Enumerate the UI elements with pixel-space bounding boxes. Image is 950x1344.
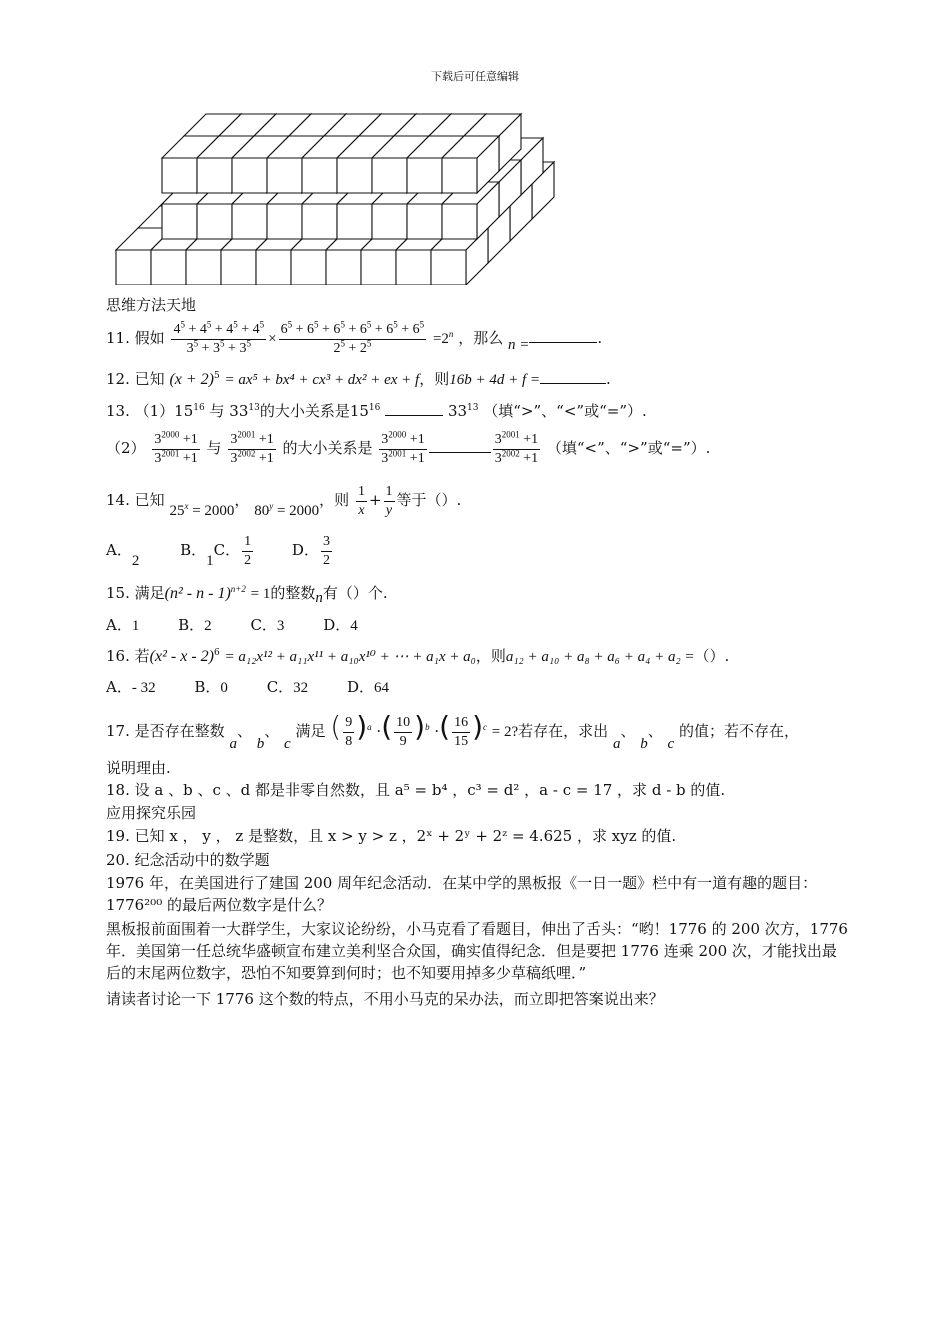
option-b[interactable]: B．2 (178, 616, 212, 634)
option-a[interactable]: A．1 (106, 616, 140, 634)
cube-face (337, 204, 372, 239)
question-20-paragraph-1: 1976 年，在美国进行了建国 200 周年纪念活动．在某中学的黑板报《一日一题》栏中有一道有趣的题目：1776²⁰⁰ 的最后两位数字是什么？ (106, 874, 818, 914)
question-20-paragraph-2: 黑板报前面围着一大群学生，大家议论纷纷，小马克看了看题目，伸出了舌头：“哟！1776 的 200 次方，1776 年．美国第一任总统华盛顿宣布建立美利坚合众国，确实值得纪念．但是要把 1776 连乘 200 次，才能找出最后的末尾两位数字，恐怕不知要算到何时；也不知要用掉多少草稿纸哩．” (106, 920, 848, 982)
cube-face (197, 204, 232, 239)
cube-face (291, 250, 326, 285)
page-header: 下载后可任意编辑 (431, 70, 519, 83)
option-c[interactable]: C．3 (250, 616, 285, 634)
answer-blank[interactable] (429, 452, 491, 453)
question-number: 11. (106, 329, 130, 347)
cube-face (361, 250, 396, 285)
cube-face (407, 204, 442, 239)
option-c[interactable]: C． $\frac{1}{2}$ (213, 533, 252, 568)
question-19: 19. 已知 x ， y ， z 是整数，且 x > y > z ，2ˣ + 2ʸ + 2ᶻ = 4.625 ，求 xyz 的值. (106, 827, 677, 845)
question-13-part-1: 13. $(1)15^{16}$ 与 $33^{13}$的大小关系是$15^{16}$ $33^{13}$ （填“>”、“<”或“=”）. (106, 402, 647, 420)
cube-face (256, 250, 291, 285)
cube-face (162, 158, 197, 193)
cube-face (186, 250, 221, 285)
question-17: 17. 是否存在整数 a、 b、 c 满足 ( $\frac{9}{8}$ )$^a$ ·( $\frac{10}{9}$ )$^b$ ·( $\frac{16}{15}$ )$^c$ = 2?若存在，求出 a、 b、 c 的值；若不存在， (106, 710, 800, 752)
question-16-options (106, 677, 389, 698)
question-17-line-2: 说明理由. (106, 759, 171, 777)
question-18: 18. 设 a 、b 、c 、d 都是非零自然数，且 a⁵ = b⁴ ，c³ = d² ，a - c = 17 ，求 d - b 的值. (106, 781, 726, 799)
question-15: 15. 满足(n² - n - 1)$^{n+2}$ = 1的整数n有（）个. (106, 584, 388, 606)
option-d[interactable]: D．4 (323, 616, 358, 634)
option-d[interactable]: D． $\frac{3}{2}$ (291, 533, 330, 568)
fraction-4-over-3: $\frac{4^5 + 4^5 + 4^5 + 4^5}{3^5 + 3^5 + 3^5}$ (173, 318, 265, 356)
cube-face (372, 158, 407, 193)
cube-face (326, 250, 361, 285)
cube-face (302, 158, 337, 193)
fraction-6-over-2: $\frac{6^5 + 6^5 + 6^5 + 6^5 + 6^5 + 6^5}{2^5 + 2^5}$ (280, 318, 425, 356)
answer-blank[interactable] (540, 383, 606, 384)
answer-blank[interactable] (529, 342, 597, 343)
option-b[interactable]: B．1 (180, 541, 214, 569)
cube-face (407, 158, 442, 193)
cube-face (267, 204, 302, 239)
option-b[interactable]: B．0 (194, 678, 228, 696)
answer-blank[interactable] (385, 415, 443, 416)
option-d[interactable]: D．64 (346, 678, 389, 696)
question-14: 14. 已知 $25^x = 2000$， $80^y = 2000$，则 $\frac{1}{x}$ + $\frac{1}{y}$ 等于（）. (106, 483, 462, 519)
option-c[interactable]: C．32 (266, 678, 309, 696)
cube-face (396, 250, 431, 285)
option-a[interactable]: A．2 (106, 541, 140, 569)
section-title-application: 应用探究乐园 (106, 804, 197, 822)
section-title-thinking-methods: 思维方法天地 (106, 296, 197, 314)
cube-face (442, 204, 477, 239)
question-11: 11. 假如 $\frac{4^5 + 4^5 + 4^5 + 4^5}{3^5 + 3^5 + 3^5}$ × $\frac{6^5 + 6^5 + 6^5 + 6^5 + 6^5 + 6^5}{2^5 + 2^5}$ $=2^n$ ，那么 n = . (106, 318, 603, 356)
question-16: 16. 若(x² - x - 2)$^6$ = a₁₂x¹² + a₁₁x¹¹ + a₁₀x¹⁰ + ⋯ + a₁x + a₀，则a₁₂ + a₁₀ + a₈ + a₆ + a₄ + a₂ =（）. (106, 647, 730, 665)
cube-face (337, 158, 372, 193)
option-a[interactable]: A．- 32 (106, 678, 156, 696)
question-13-part-2: （2） $\frac{3^{2000} +1}{3^{2001} +1}$ 与 $\frac{3^{2001} +1}{3^{2002} +1}$ 的大小关系是 $\frac{3^{2000} +1}{3^{2001} +1}$ $\frac{3^{2001} +1}{3^{2002} +1}$ （填“<”、“>”或“=”）. (106, 428, 711, 466)
question-20-paragraph-3: 请读者讨论一下 1776 这个数的特点，不用小马克的呆办法，而立即把答案说出来？ (106, 990, 664, 1008)
question-14-options (106, 530, 334, 571)
question-20-title: 20. 纪念活动中的数学题 (106, 851, 270, 869)
cube-face (221, 250, 256, 285)
cube-face (151, 250, 186, 285)
question-15-options (106, 615, 358, 636)
cube-face (267, 158, 302, 193)
cube-face (232, 204, 267, 239)
cube-face (372, 204, 407, 239)
cube-face (431, 250, 466, 285)
stacked-cubes-figure (110, 100, 555, 285)
cube-face (116, 250, 151, 285)
cube-face (197, 158, 232, 193)
question-12: 12. 已知 $(x + 2)^5 = ax^5 + bx^4 + cx^3 + dx^2$ + ex + f，则16b + 4d + f = . (106, 370, 611, 388)
cube-face (162, 204, 197, 239)
cube-face (302, 204, 337, 239)
cube-face (442, 158, 477, 193)
cube-face (232, 158, 267, 193)
